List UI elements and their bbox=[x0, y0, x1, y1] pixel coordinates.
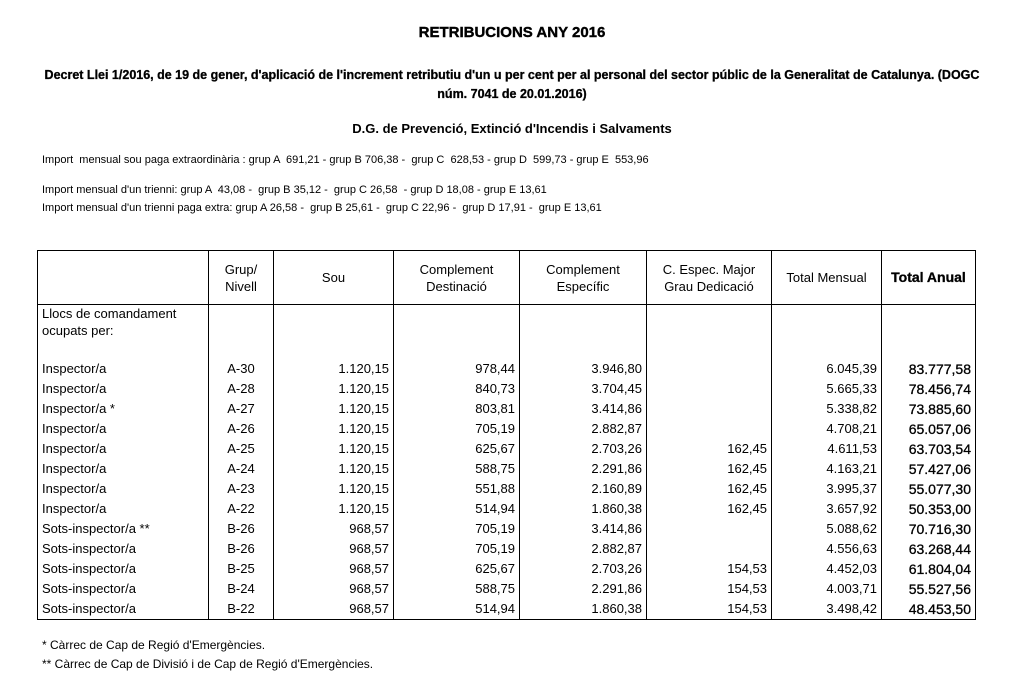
cell-lloc: Sots-inspector/a bbox=[38, 559, 209, 579]
cell-espec-major-grau bbox=[647, 399, 772, 419]
cell-lloc: Inspector/a bbox=[38, 459, 209, 479]
cell-complement-destinacio: 551,88 bbox=[394, 479, 520, 499]
cell-grup: B-24 bbox=[209, 579, 274, 599]
table-row bbox=[38, 439, 976, 459]
header-lloc bbox=[38, 251, 209, 305]
cell-grup: A-30 bbox=[209, 359, 274, 379]
table-row bbox=[38, 359, 976, 379]
cell-espec-major-grau bbox=[647, 539, 772, 559]
cell-complement-especific: 2.703,26 bbox=[520, 559, 647, 579]
cell-complement-destinacio: 588,75 bbox=[394, 579, 520, 599]
cell-espec-major-grau: 154,53 bbox=[647, 559, 772, 579]
cell-sou: 968,57 bbox=[274, 519, 394, 539]
cell-complement-destinacio: 705,19 bbox=[394, 539, 520, 559]
cell-sou: 1.120,15 bbox=[274, 399, 394, 419]
cell-total-anual: 65.057,06 bbox=[882, 419, 976, 439]
table-row bbox=[38, 379, 976, 399]
cell-lloc: Sots-inspector/a bbox=[38, 579, 209, 599]
cell-total-mensual: 6.045,39 bbox=[772, 359, 882, 379]
cell-total-mensual: 4.708,21 bbox=[772, 419, 882, 439]
info-line-trienni: Import mensual d'un trienni: grup A 43,08 - grup B 35,12 - grup C 26,58 - grup D 18,08 - grup E 13,61 bbox=[42, 184, 547, 196]
cell-total-mensual: 5.088,62 bbox=[772, 519, 882, 539]
cell-complement-especific: 2.882,87 bbox=[520, 539, 647, 559]
cell-lloc: Inspector/a bbox=[38, 439, 209, 459]
cell-total-mensual: 5.665,33 bbox=[772, 379, 882, 399]
section-row bbox=[38, 305, 976, 342]
cell-total-mensual: 3.657,92 bbox=[772, 499, 882, 519]
header-complement-destinacio: Complement Destinació bbox=[394, 251, 520, 305]
footnote-1: * Càrrec de Cap de Regió d'Emergències. bbox=[42, 638, 266, 652]
cell-espec-major-grau: 154,53 bbox=[647, 599, 772, 620]
cell-total-anual: 57.427,06 bbox=[882, 459, 976, 479]
cell-total-anual: 70.716,30 bbox=[882, 519, 976, 539]
cell-espec-major-grau: 162,45 bbox=[647, 439, 772, 459]
cell-lloc: Inspector/a bbox=[38, 499, 209, 519]
cell-espec-major-grau: 162,45 bbox=[647, 459, 772, 479]
cell-total-mensual: 4.556,63 bbox=[772, 539, 882, 559]
cell-complement-especific: 3.414,86 bbox=[520, 519, 647, 539]
cell-sou: 1.120,15 bbox=[274, 379, 394, 399]
cell-sou: 968,57 bbox=[274, 559, 394, 579]
cell-espec-major-grau: 154,53 bbox=[647, 579, 772, 599]
header-total-mensual: Total Mensual bbox=[772, 251, 882, 305]
table-row bbox=[38, 459, 976, 479]
cell-complement-especific: 3.414,86 bbox=[520, 399, 647, 419]
cell-sou: 1.120,15 bbox=[274, 359, 394, 379]
table-row bbox=[38, 479, 976, 499]
cell-complement-especific: 2.291,86 bbox=[520, 459, 647, 479]
cell-sou: 968,57 bbox=[274, 599, 394, 620]
cell-grup: A-22 bbox=[209, 499, 274, 519]
header-complement-especific: Complement Específic bbox=[520, 251, 647, 305]
cell-complement-especific: 3.704,45 bbox=[520, 379, 647, 399]
cell-complement-especific: 2.160,89 bbox=[520, 479, 647, 499]
cell-sou: 1.120,15 bbox=[274, 479, 394, 499]
cell-total-mensual: 4.163,21 bbox=[772, 459, 882, 479]
table-row bbox=[38, 539, 976, 559]
cell-grup: A-27 bbox=[209, 399, 274, 419]
table-row bbox=[38, 419, 976, 439]
cell-sou: 968,57 bbox=[274, 579, 394, 599]
header-total-anual: Total Anual bbox=[882, 251, 976, 305]
cell-espec-major-grau bbox=[647, 359, 772, 379]
cell-total-anual: 63.268,44 bbox=[882, 539, 976, 559]
cell-lloc: Sots-inspector/a bbox=[38, 539, 209, 559]
cell-total-anual: 55.527,56 bbox=[882, 579, 976, 599]
cell-lloc: Inspector/a bbox=[38, 479, 209, 499]
cell-lloc: Sots-inspector/a ** bbox=[38, 519, 209, 539]
cell-total-anual: 48.453,50 bbox=[882, 599, 976, 620]
department-subtitle: D.G. de Prevenció, Extinció d'Incendis i Salvaments bbox=[352, 121, 672, 136]
cell-total-mensual: 5.338,82 bbox=[772, 399, 882, 419]
salary-table bbox=[37, 250, 976, 620]
header-espec-major-grau: C. Espec. Major Grau Dedicació bbox=[647, 251, 772, 305]
cell-complement-especific: 1.860,38 bbox=[520, 499, 647, 519]
cell-espec-major-grau bbox=[647, 379, 772, 399]
cell-espec-major-grau bbox=[647, 419, 772, 439]
cell-total-mensual: 3.498,42 bbox=[772, 599, 882, 620]
cell-total-mensual: 4.611,53 bbox=[772, 439, 882, 459]
cell-total-mensual: 4.003,71 bbox=[772, 579, 882, 599]
cell-total-anual: 73.885,60 bbox=[882, 399, 976, 419]
cell-complement-destinacio: 705,19 bbox=[394, 519, 520, 539]
cell-complement-destinacio: 625,67 bbox=[394, 439, 520, 459]
cell-total-anual: 61.804,04 bbox=[882, 559, 976, 579]
table-row bbox=[38, 599, 976, 620]
cell-sou: 1.120,15 bbox=[274, 419, 394, 439]
cell-complement-destinacio: 588,75 bbox=[394, 459, 520, 479]
cell-grup: A-26 bbox=[209, 419, 274, 439]
footnote-2: ** Càrrec de Cap de Divisió i de Cap de Regió d'Emergències. bbox=[42, 657, 374, 671]
decree-reference: Decret Llei 1/2016, de 19 de gener, d'aplicació de l'increment retributiu d'un u per cent per al personal del sector públic de la Generalitat de Catalunya. (DOGC núm. 7041 de 20.01.2016) bbox=[44, 68, 980, 101]
section-label: Llocs de comandament ocupats per: bbox=[38, 305, 209, 342]
header-grup: Grup/ Nivell bbox=[209, 251, 274, 305]
cell-sou: 968,57 bbox=[274, 539, 394, 559]
header-sou: Sou bbox=[274, 251, 394, 305]
info-line-paga-extra: Import mensual sou paga extraordinària : grup A 691,21 - grup B 706,38 - grup C 628,53 - grup D 599,73 - grup E 553,96 bbox=[42, 154, 649, 166]
table-row bbox=[38, 579, 976, 599]
cell-complement-especific: 2.882,87 bbox=[520, 419, 647, 439]
cell-complement-especific: 2.703,26 bbox=[520, 439, 647, 459]
cell-grup: B-22 bbox=[209, 599, 274, 620]
cell-lloc: Inspector/a bbox=[38, 379, 209, 399]
cell-sou: 1.120,15 bbox=[274, 459, 394, 479]
cell-lloc: Inspector/a bbox=[38, 419, 209, 439]
cell-complement-destinacio: 514,94 bbox=[394, 499, 520, 519]
cell-complement-especific: 1.860,38 bbox=[520, 599, 647, 620]
cell-espec-major-grau: 162,45 bbox=[647, 499, 772, 519]
cell-sou: 1.120,15 bbox=[274, 439, 394, 459]
cell-total-mensual: 3.995,37 bbox=[772, 479, 882, 499]
cell-total-anual: 83.777,58 bbox=[882, 359, 976, 379]
table-header-row bbox=[38, 251, 976, 305]
cell-sou: 1.120,15 bbox=[274, 499, 394, 519]
cell-grup: A-24 bbox=[209, 459, 274, 479]
cell-grup: A-25 bbox=[209, 439, 274, 459]
cell-total-anual: 78.456,74 bbox=[882, 379, 976, 399]
cell-complement-destinacio: 978,44 bbox=[394, 359, 520, 379]
table-row bbox=[38, 399, 976, 419]
cell-complement-destinacio: 705,19 bbox=[394, 419, 520, 439]
cell-grup: A-28 bbox=[209, 379, 274, 399]
cell-complement-especific: 2.291,86 bbox=[520, 579, 647, 599]
cell-complement-especific: 3.946,80 bbox=[520, 359, 647, 379]
cell-complement-destinacio: 803,81 bbox=[394, 399, 520, 419]
cell-total-anual: 55.077,30 bbox=[882, 479, 976, 499]
cell-complement-destinacio: 625,67 bbox=[394, 559, 520, 579]
cell-lloc: Inspector/a bbox=[38, 359, 209, 379]
cell-espec-major-grau bbox=[647, 519, 772, 539]
cell-total-mensual: 4.452,03 bbox=[772, 559, 882, 579]
table-row bbox=[38, 519, 976, 539]
table-row bbox=[38, 559, 976, 579]
cell-total-anual: 50.353,00 bbox=[882, 499, 976, 519]
cell-espec-major-grau: 162,45 bbox=[647, 479, 772, 499]
cell-complement-destinacio: 840,73 bbox=[394, 379, 520, 399]
table-row bbox=[38, 499, 976, 519]
document-title: RETRIBUCIONS ANY 2016 bbox=[418, 24, 606, 41]
cell-lloc: Inspector/a * bbox=[38, 399, 209, 419]
cell-complement-destinacio: 514,94 bbox=[394, 599, 520, 620]
cell-grup: B-26 bbox=[209, 539, 274, 559]
cell-grup: A-23 bbox=[209, 479, 274, 499]
cell-grup: B-25 bbox=[209, 559, 274, 579]
info-line-trienni-extra: Import mensual d'un trienni paga extra: grup A 26,58 - grup B 25,61 - grup C 22,96 - grup D 17,91 - grup E 13,61 bbox=[42, 202, 602, 214]
cell-total-anual: 63.703,54 bbox=[882, 439, 976, 459]
cell-grup: B-26 bbox=[209, 519, 274, 539]
cell-lloc: Sots-inspector/a bbox=[38, 599, 209, 620]
